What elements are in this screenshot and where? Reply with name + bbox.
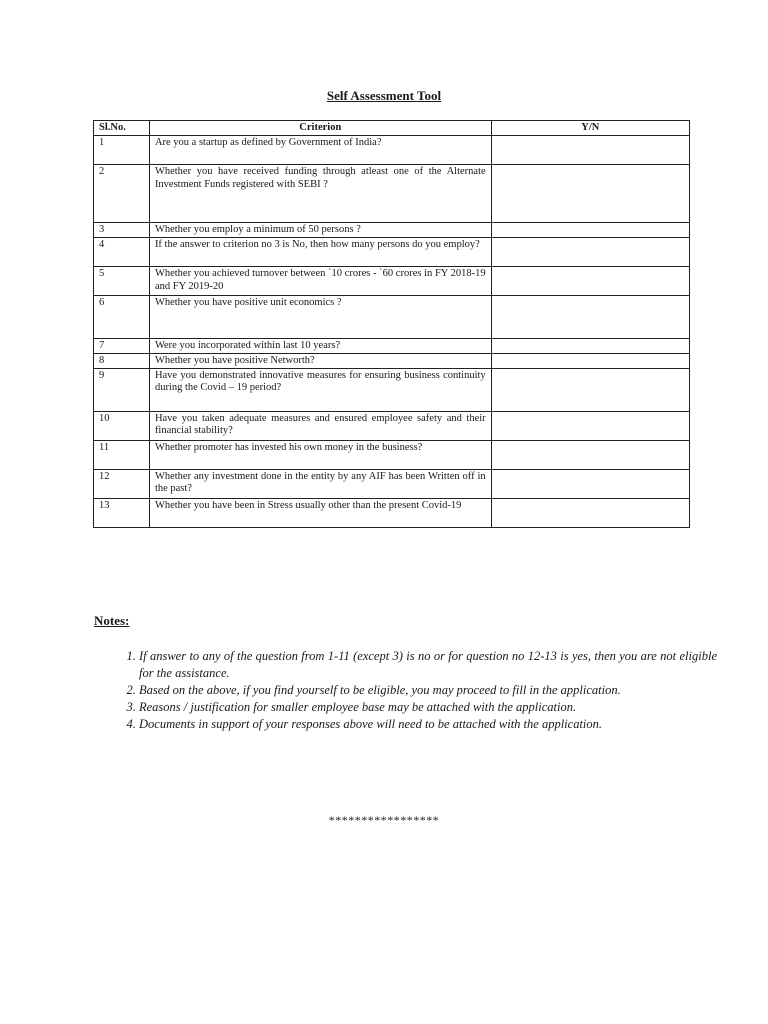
row-number: 11	[94, 440, 150, 469]
row-answer-cell[interactable]	[491, 165, 689, 223]
row-criterion: Whether you have been in Stress usually other than the present Covid-19	[149, 498, 491, 527]
row-answer-cell[interactable]	[491, 368, 689, 411]
table-row	[94, 469, 690, 498]
row-answer-cell[interactable]	[491, 223, 689, 238]
row-number: 1	[94, 136, 150, 165]
row-number: 5	[94, 267, 150, 296]
table-row	[94, 440, 690, 469]
header-criterion: Criterion	[149, 121, 491, 136]
row-criterion: Have you demonstrated innovative measures for ensuring business continuity during the Covid – 19 period?	[149, 368, 491, 411]
table-row	[94, 267, 690, 296]
row-number: 6	[94, 296, 150, 339]
header-yn: Y/N	[491, 121, 689, 136]
document-title: Self Assessment Tool	[326, 88, 442, 103]
row-criterion: Whether you employ a minimum of 50 persons ?	[149, 223, 491, 238]
row-criterion: Whether you have positive Networth?	[149, 354, 491, 369]
row-answer-cell[interactable]	[491, 354, 689, 369]
table-row	[94, 411, 690, 440]
table-row	[94, 136, 690, 165]
row-number: 9	[94, 368, 150, 411]
row-answer-cell[interactable]	[491, 136, 689, 165]
row-number: 10	[94, 411, 150, 440]
row-number: 8	[94, 354, 150, 369]
row-number: 3	[94, 223, 150, 238]
row-answer-cell[interactable]	[491, 238, 689, 267]
row-criterion: Whether you achieved turnover between `10 crores - `60 crores in FY 2018-19 and FY 2019-20	[149, 267, 491, 296]
row-criterion: If the answer to criterion no 3 is No, then how many persons do you employ?	[149, 238, 491, 267]
note-item: 1. If answer to any of the question from 1-11 (except 3) is no or for question no 12-13 is yes, then you are not eligible for the assistance.	[139, 648, 717, 682]
note-item: 2. Based on the above, if you find yourself to be eligible, you may proceed to fill in the application.	[139, 682, 717, 699]
row-criterion: Were you incorporated within last 10 years?	[149, 339, 491, 354]
row-answer-cell[interactable]	[491, 267, 689, 296]
row-answer-cell[interactable]	[491, 339, 689, 354]
row-number: 7	[94, 339, 150, 354]
table-row	[94, 498, 690, 527]
row-number: 12	[94, 469, 150, 498]
note-item: 4. Documents in support of your responses above will need to be attached with the application.	[139, 716, 717, 733]
table-row	[94, 368, 690, 411]
row-number: 13	[94, 498, 150, 527]
table-header-row	[94, 121, 690, 136]
row-criterion: Are you a startup as defined by Government of India?	[149, 136, 491, 165]
row-answer-cell[interactable]	[491, 469, 689, 498]
row-criterion: Whether promoter has invested his own money in the business?	[149, 440, 491, 469]
notes-list	[94, 648, 717, 733]
table-row	[94, 354, 690, 369]
self-assessment-table	[93, 120, 690, 528]
row-answer-cell[interactable]	[491, 411, 689, 440]
notes-heading: Notes:	[94, 613, 130, 628]
row-answer-cell[interactable]	[491, 296, 689, 339]
row-criterion: Have you taken adequate measures and ensured employee safety and their financial stability?	[149, 411, 491, 440]
row-answer-cell[interactable]	[491, 498, 689, 527]
header-sl-no: Sl.No.	[94, 121, 150, 136]
table-row	[94, 238, 690, 267]
row-criterion: Whether you have positive unit economics ?	[149, 296, 491, 339]
table-row	[94, 296, 690, 339]
table-row	[94, 223, 690, 238]
row-number: 4	[94, 238, 150, 267]
row-criterion: Whether you have received funding through atleast one of the Alternate Investment Funds registered with SEBI ?	[149, 165, 491, 223]
row-answer-cell[interactable]	[491, 440, 689, 469]
table-row	[94, 339, 690, 354]
note-item: 3. Reasons / justification for smaller employee base may be attached with the application.	[139, 699, 717, 716]
end-of-document-separator: *****************	[328, 813, 440, 827]
row-number: 2	[94, 165, 150, 223]
row-criterion: Whether any investment done in the entity by any AIF has been Written off in the past?	[149, 469, 491, 498]
table-row	[94, 165, 690, 223]
